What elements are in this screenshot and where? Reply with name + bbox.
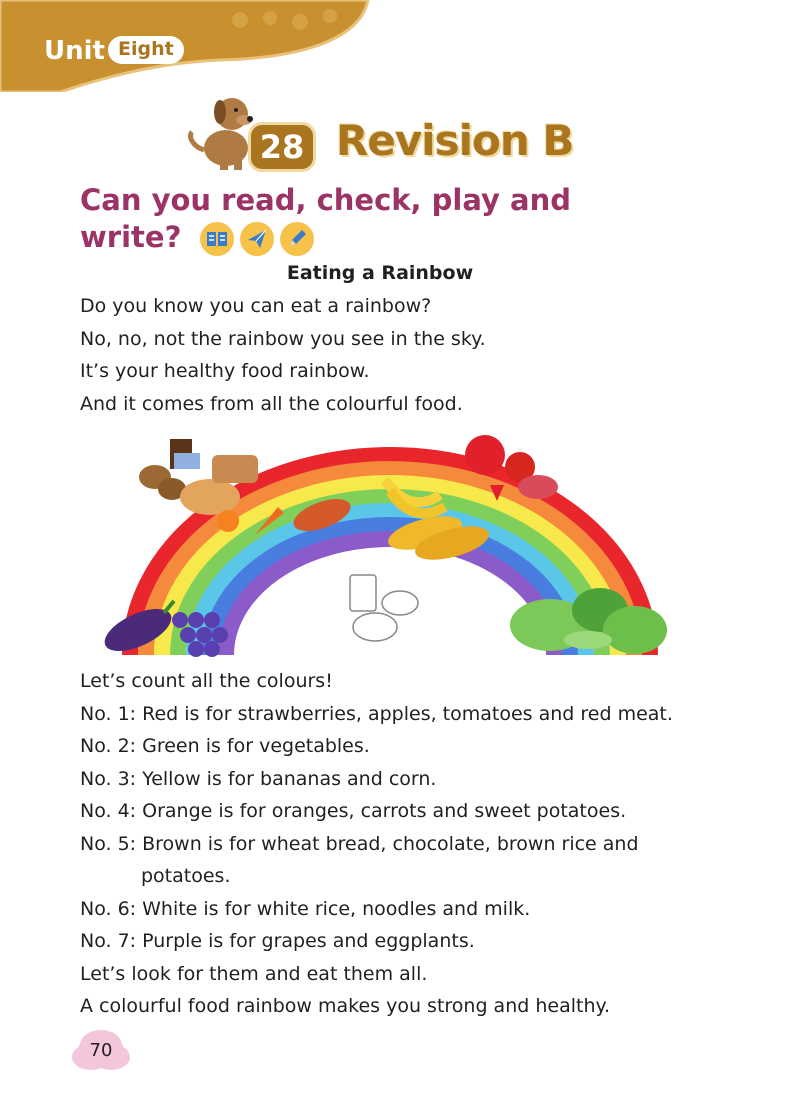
- orange-icon: [217, 510, 239, 532]
- poem-line: Let’s count all the colours!: [80, 670, 333, 692]
- poem-intro: [80, 290, 486, 420]
- poem-line: And it comes from all the colourful food.: [80, 392, 463, 415]
- poem-line: No. 6: White is for white rice, noodles and milk.: [80, 897, 531, 920]
- poem-line: A colourful food rainbow makes you strong and healthy.: [80, 995, 611, 1017]
- pencil-icon: [280, 222, 314, 256]
- poem-title: Eating a Rainbow: [286, 262, 474, 284]
- food-rainbow-illustration: [100, 425, 680, 670]
- poem-line: Let’s look for them and eat them all.: [80, 962, 428, 985]
- poem-line: No, no, not the rainbow you see in the sky.: [80, 327, 486, 350]
- poem-line: Do you know you can eat a rainbow?: [80, 295, 432, 317]
- lesson-title: Revision B: [336, 116, 574, 165]
- paper-plane-icon: [240, 222, 274, 256]
- poem-line: No. 2: Green is for vegetables.: [80, 735, 370, 757]
- unit-number-badge: Eight: [108, 36, 184, 64]
- activity-question: [80, 182, 640, 256]
- poem-line: No. 7: Purple is for grapes and eggplants.: [80, 930, 475, 952]
- page-number: 70: [78, 1034, 124, 1068]
- poem-line: potatoes.: [141, 865, 231, 887]
- poem-line: It’s your healthy food rainbow.: [80, 360, 370, 382]
- poem-body: [80, 665, 673, 1023]
- lesson-number: 28: [248, 122, 316, 172]
- milk-and-rice-icon: [350, 575, 418, 641]
- book-icon: [200, 222, 234, 256]
- question-text: Can you read, check, play and write?: [80, 183, 572, 254]
- poem-line: No. 1: Red is for strawberries, apples, tomatoes and red meat.: [80, 702, 673, 725]
- unit-label: Unit: [44, 36, 105, 66]
- poem-line: No. 5: Brown is for wheat bread, chocolate, brown rice and: [80, 832, 639, 855]
- poem-line: No. 3: Yellow is for bananas and corn.: [80, 767, 437, 790]
- poem-line: No. 4: Orange is for oranges, carrots and sweet potatoes.: [80, 800, 627, 822]
